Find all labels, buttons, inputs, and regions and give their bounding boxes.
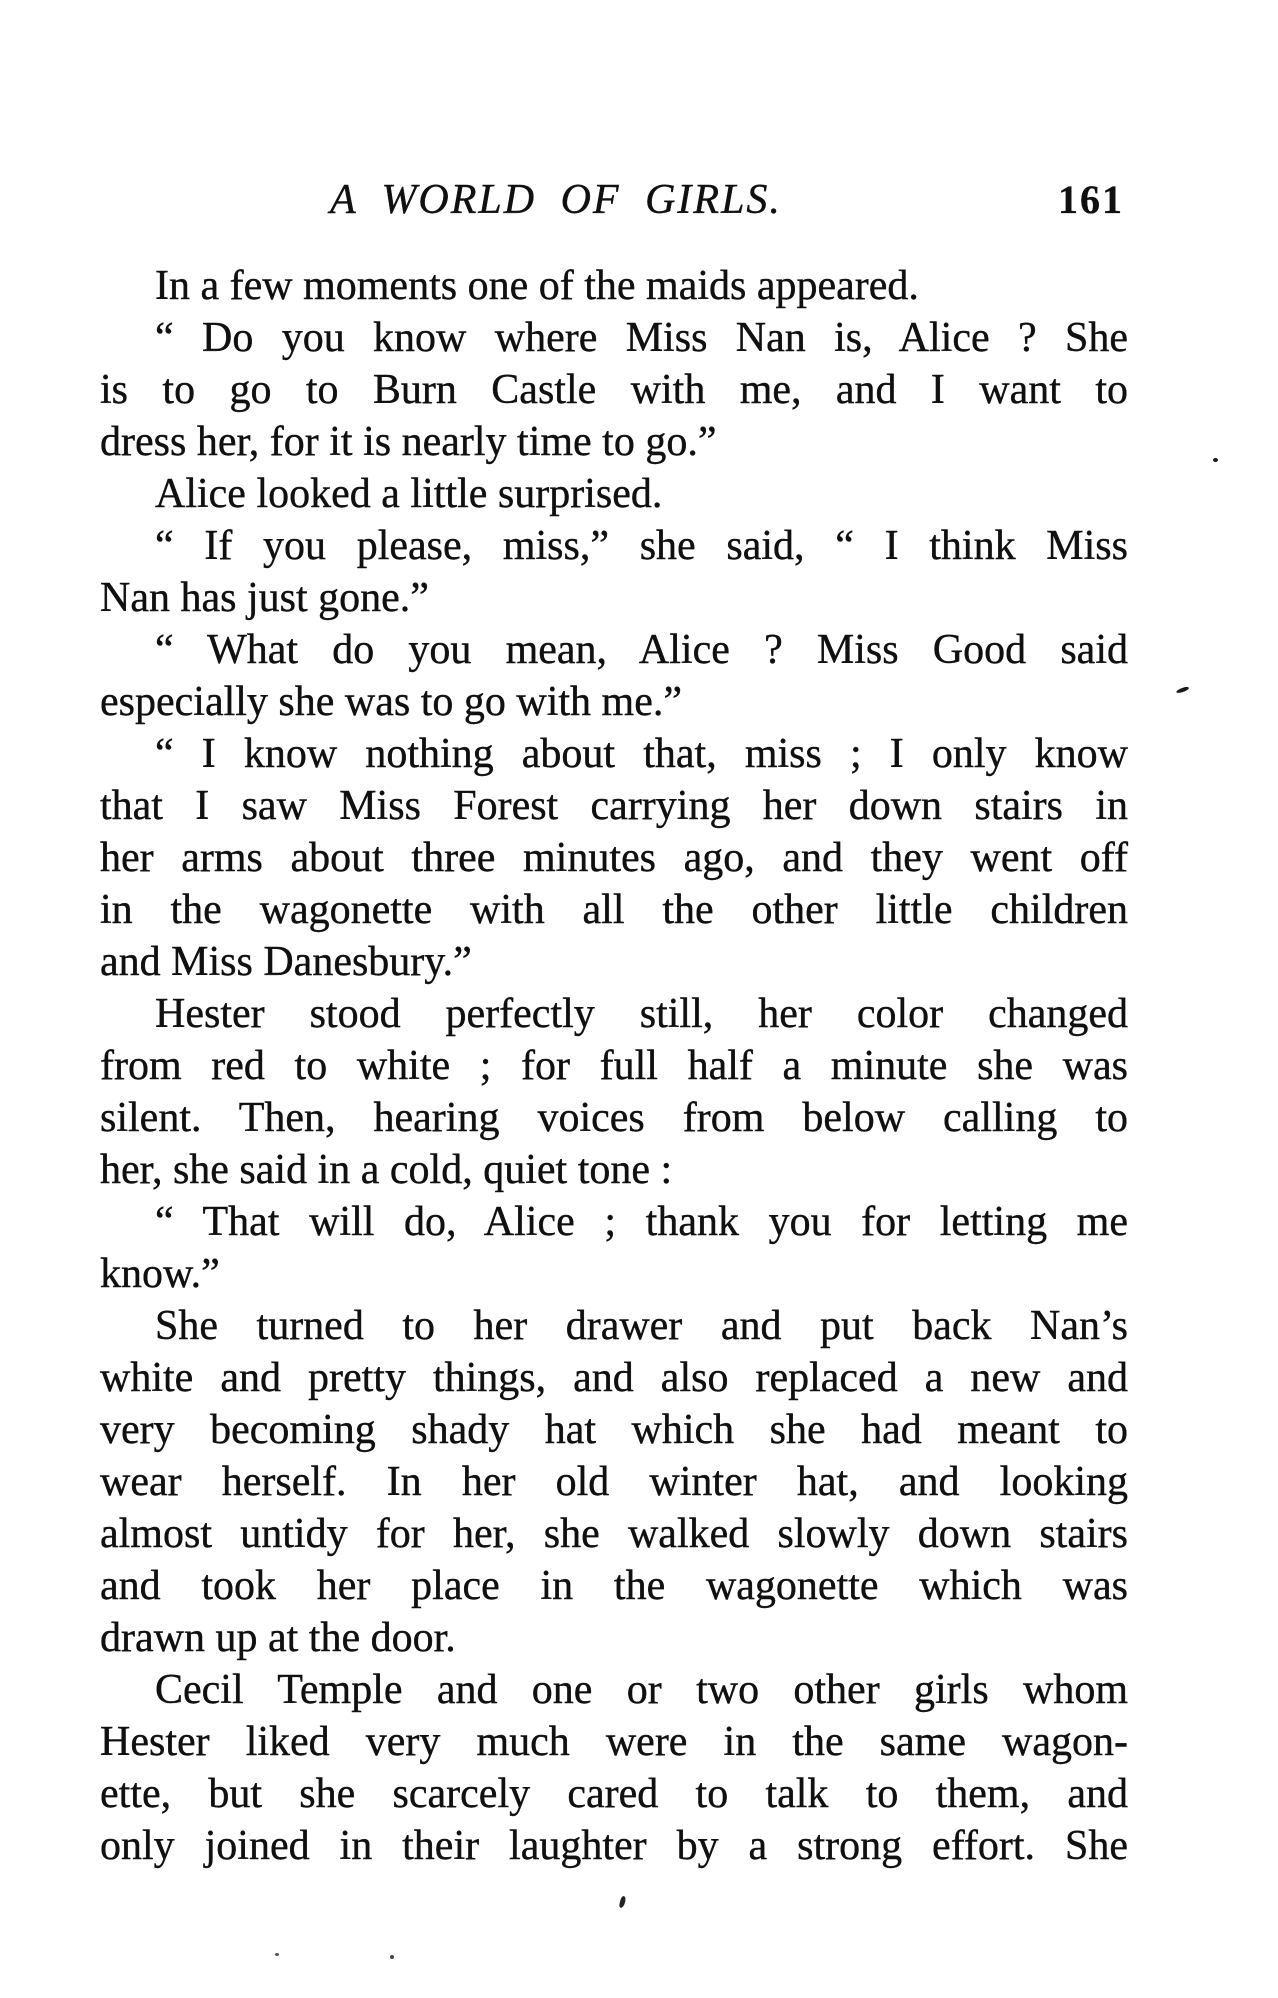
text-line: “ Do you know where Miss Nan is, Alice ? She	[155, 315, 1128, 361]
text-line: “ If you please, miss,” she said, “ I think Miss	[155, 523, 1128, 569]
text-line: from red to white ; for full half a minute she was	[100, 1043, 1128, 1089]
body-text	[100, 260, 1128, 1872]
text-line: in the wagonette with all the other little children	[100, 887, 1128, 933]
text-line: her, she said in a cold, quiet tone :	[100, 1147, 673, 1193]
text-line: wear herself. In her old winter hat, and looking	[100, 1459, 1128, 1505]
text-line: “ That will do, Alice ; thank you for letting me	[155, 1199, 1128, 1245]
text-line: Hester stood perfectly still, her color changed	[155, 991, 1128, 1037]
text-line: only joined in their laughter by a strong effort. She	[100, 1823, 1128, 1869]
text-line: She turned to her drawer and put back Nan’s	[155, 1303, 1128, 1349]
text-line: In a few moments one of the maids appeared.	[155, 263, 919, 309]
text-line: almost untidy for her, she walked slowly down stairs	[100, 1511, 1128, 1557]
scan-speck	[619, 1896, 627, 1909]
text-line: “ What do you mean, Alice ? Miss Good said	[155, 627, 1128, 673]
page-header	[100, 176, 1128, 224]
text-line: her arms about three minutes ago, and they went off	[100, 835, 1128, 881]
page-number: 161	[1058, 177, 1124, 222]
text-line: especially she was to go with me.”	[100, 679, 683, 725]
text-line: that I saw Miss Forest carrying her down stairs in	[100, 783, 1128, 829]
text-line: “ I know nothing about that, miss ; I only know	[155, 731, 1128, 777]
text-line: ette, but she scarcely cared to talk to them, and	[100, 1771, 1128, 1817]
text-line: is to go to Burn Castle with me, and I want to	[100, 367, 1128, 413]
text-line: silent. Then, hearing voices from below calling to	[100, 1095, 1128, 1141]
text-line: drawn up at the door.	[100, 1615, 456, 1661]
text-line: Alice looked a little surprised.	[155, 471, 663, 517]
text-line: dress her, for it is nearly time to go.”	[100, 419, 717, 465]
text-line: white and pretty things, and also replaced a new and	[100, 1355, 1128, 1401]
text-line: and took her place in the wagonette which was	[100, 1563, 1128, 1609]
text-line: and Miss Danesbury.”	[100, 939, 472, 985]
scan-speck	[1176, 686, 1190, 694]
text-line: Nan has just gone.”	[100, 575, 429, 621]
running-title: A WORLD OF GIRLS.	[330, 177, 782, 223]
scan-speck	[390, 1955, 394, 1959]
text-line: very becoming shady hat which she had meant to	[100, 1407, 1128, 1453]
text-line: Cecil Temple and one or two other girls whom	[155, 1667, 1128, 1713]
scan-speck	[1213, 458, 1218, 462]
scan-speck	[275, 1953, 279, 1956]
text-line: Hester liked very much were in the same wagon-	[100, 1719, 1128, 1765]
text-line: know.”	[100, 1251, 220, 1297]
